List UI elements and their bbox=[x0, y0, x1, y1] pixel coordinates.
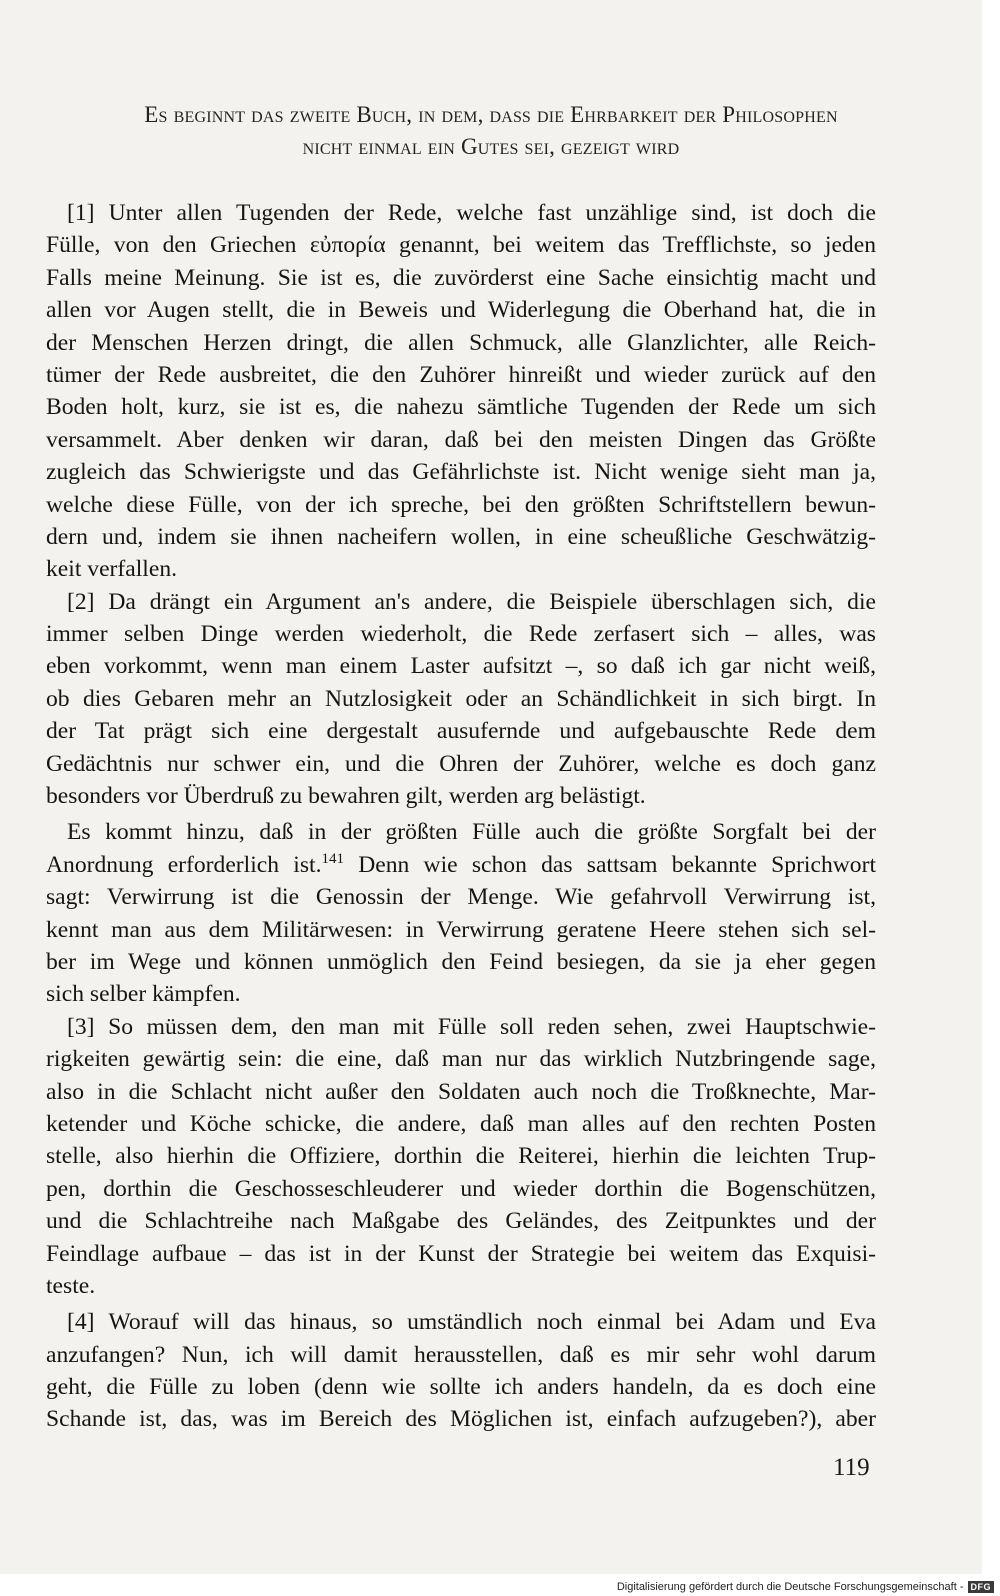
text-line: Gedächtnis nur schwer ein, und die Ohren der Zuhörer, welche es doch ganz bbox=[46, 750, 876, 777]
text-line: sich selber kämpfen. bbox=[46, 981, 241, 1008]
text-line: zugleich das Schwierigste und das Gefährlichste ist. Nicht wenige sieht man ja, bbox=[46, 459, 876, 486]
text-line: rigkeiten gewärtig sein: die eine, daß man nur das wirklich Nutzbringende sage, bbox=[46, 1046, 876, 1073]
chapter-heading-line-1: Es beginnt das zweite Buch, in dem, daß die Ehrbarkeit der Philosophen bbox=[144, 102, 838, 127]
text-line: ob dies Gebaren mehr an Nutzlosigkeit oder an Schändlichkeit in sich birgt. In bbox=[46, 685, 876, 712]
text-line: dern und, indem sie ihnen nacheifern wollen, in eine scheußliche Geschwätzig- bbox=[46, 523, 876, 550]
text-line: versammelt. Aber denken wir daran, daß bei den meisten Dingen das Größte bbox=[46, 426, 876, 453]
text-line: tümer der Rede ausbreitet, die den Zuhörer hinreißt und wieder zurück auf den bbox=[46, 361, 876, 388]
footnote-reference: 141 bbox=[321, 850, 344, 867]
text-line: der Menschen Herzen dringt, die allen Schmuck, alle Glanzlichter, alle Reich- bbox=[46, 329, 876, 356]
text-segment: Anordnung erforderlich ist. bbox=[46, 851, 322, 878]
text-line: Boden holt, kurz, sie ist es, die nahezu sämtliche Tugenden der Rede um sich bbox=[46, 394, 876, 421]
text-line bbox=[46, 849, 876, 881]
text-line: sagt: Verwirrung ist die Genossin der Menge. Wie gefahrvoll Verwirrung ist, bbox=[46, 884, 876, 911]
footer-text: Digitalisierung gefördert durch die Deutsche Forschungsgemeinschaft - bbox=[616, 1580, 964, 1593]
text-line: pen, dorthin die Geschosseschleuderer und wieder dorthin die Bogenschützen, bbox=[46, 1175, 876, 1202]
text-line: ber im Wege und können unmöglich den Feind besiegen, da sie ja eher gegen bbox=[46, 948, 876, 975]
text-line: Schande ist, das, was im Bereich des Möglichen ist, einfach aufzugeben?), aber bbox=[46, 1406, 876, 1433]
text-line: keit verfallen. bbox=[46, 556, 178, 583]
text-line: kennt man aus dem Militärwesen: in Verwirrung geratene Heere stehen sich sel- bbox=[46, 916, 876, 943]
dfg-logo-icon: DFG bbox=[968, 1581, 995, 1593]
text-line: und die Schlachtreihe nach Maßgabe des Geländes, des Zeitpunktes und der bbox=[46, 1208, 876, 1235]
text-line: immer selben Dinge werden wiederholt, die Rede zerfasert sich – alles, was bbox=[46, 621, 876, 648]
page-number: 119 bbox=[833, 1454, 870, 1481]
paragraph-4 bbox=[46, 1011, 876, 1303]
paragraph-3 bbox=[46, 816, 876, 1010]
text-segment: Denn wie schon das sattsam bekannte Sprichwort bbox=[343, 851, 876, 878]
digitization-footer bbox=[617, 1579, 994, 1594]
text-line: allen vor Augen stellt, die in Beweis und Widerlegung die Oberhand hat, die in bbox=[46, 297, 876, 324]
text-line: [3] So müssen dem, den man mit Fülle soll reden sehen, zwei Hauptschwie- bbox=[67, 1013, 876, 1040]
text-line: Es kommt hinzu, daß in der größten Fülle auch die größte Sorgfalt bei der bbox=[67, 819, 876, 846]
text-line: [1] Unter allen Tugenden der Rede, welche fast unzählige sind, ist doch die bbox=[67, 200, 876, 226]
text-line: besonders vor Überdruß zu bewahren gilt, werden arg belästigt. bbox=[46, 783, 646, 810]
text-line: geht, die Fülle zu loben (denn wie sollte ich anders handeln, da es doch eine bbox=[46, 1374, 876, 1401]
text-line: Fülle, von den Griechen εὐπορία genannt, bei weitem das Trefflichste, so jeden bbox=[46, 232, 876, 259]
paragraph-2 bbox=[46, 586, 876, 813]
text-line: Feindlage aufbaue – das ist in der Kunst der Strategie bei weitem das Exquisi- bbox=[46, 1240, 876, 1267]
text-line: [2] Da drängt ein Argument an's andere, die Beispiele überschlagen sich, die bbox=[67, 588, 876, 615]
text-line: ketender und Köche schicke, die andere, daß man alles auf den rechten Posten bbox=[46, 1110, 876, 1137]
text-line: also in die Schlacht nicht außer den Soldaten auch noch die Troßknechte, Mar- bbox=[46, 1078, 876, 1105]
text-line: teste. bbox=[46, 1272, 96, 1299]
body-text bbox=[46, 197, 876, 1436]
text-line: anzufangen? Nun, ich will damit herausstellen, daß es mir sehr wohl darum bbox=[46, 1341, 876, 1368]
text-line: der Tat prägt sich eine dergestalt ausufernde und aufgebauschte Rede dem bbox=[46, 718, 876, 745]
paragraph-5 bbox=[46, 1306, 876, 1436]
text-line: stelle, also hierhin die Offiziere, dorthin die Reiterei, hierhin die leichten Trup- bbox=[46, 1143, 876, 1170]
text-line: welche diese Fülle, von der ich spreche, bei den größten Schriftstellern bewun- bbox=[46, 491, 876, 518]
paragraph-1 bbox=[46, 197, 876, 586]
text-line: [4] Worauf will das hinaus, so umständlich noch einmal bei Adam und Eva bbox=[67, 1309, 876, 1336]
text-line: eben vorkommt, wenn man einem Laster aufsitzt –, so daß ich gar nicht weiß, bbox=[46, 653, 876, 680]
text-line: Falls meine Meinung. Sie ist es, die zuvörderst eine Sache einsichtig macht und bbox=[46, 264, 876, 291]
chapter-heading-line-2: nicht einmal ein Gutes sei, gezeigt wird bbox=[302, 134, 680, 159]
